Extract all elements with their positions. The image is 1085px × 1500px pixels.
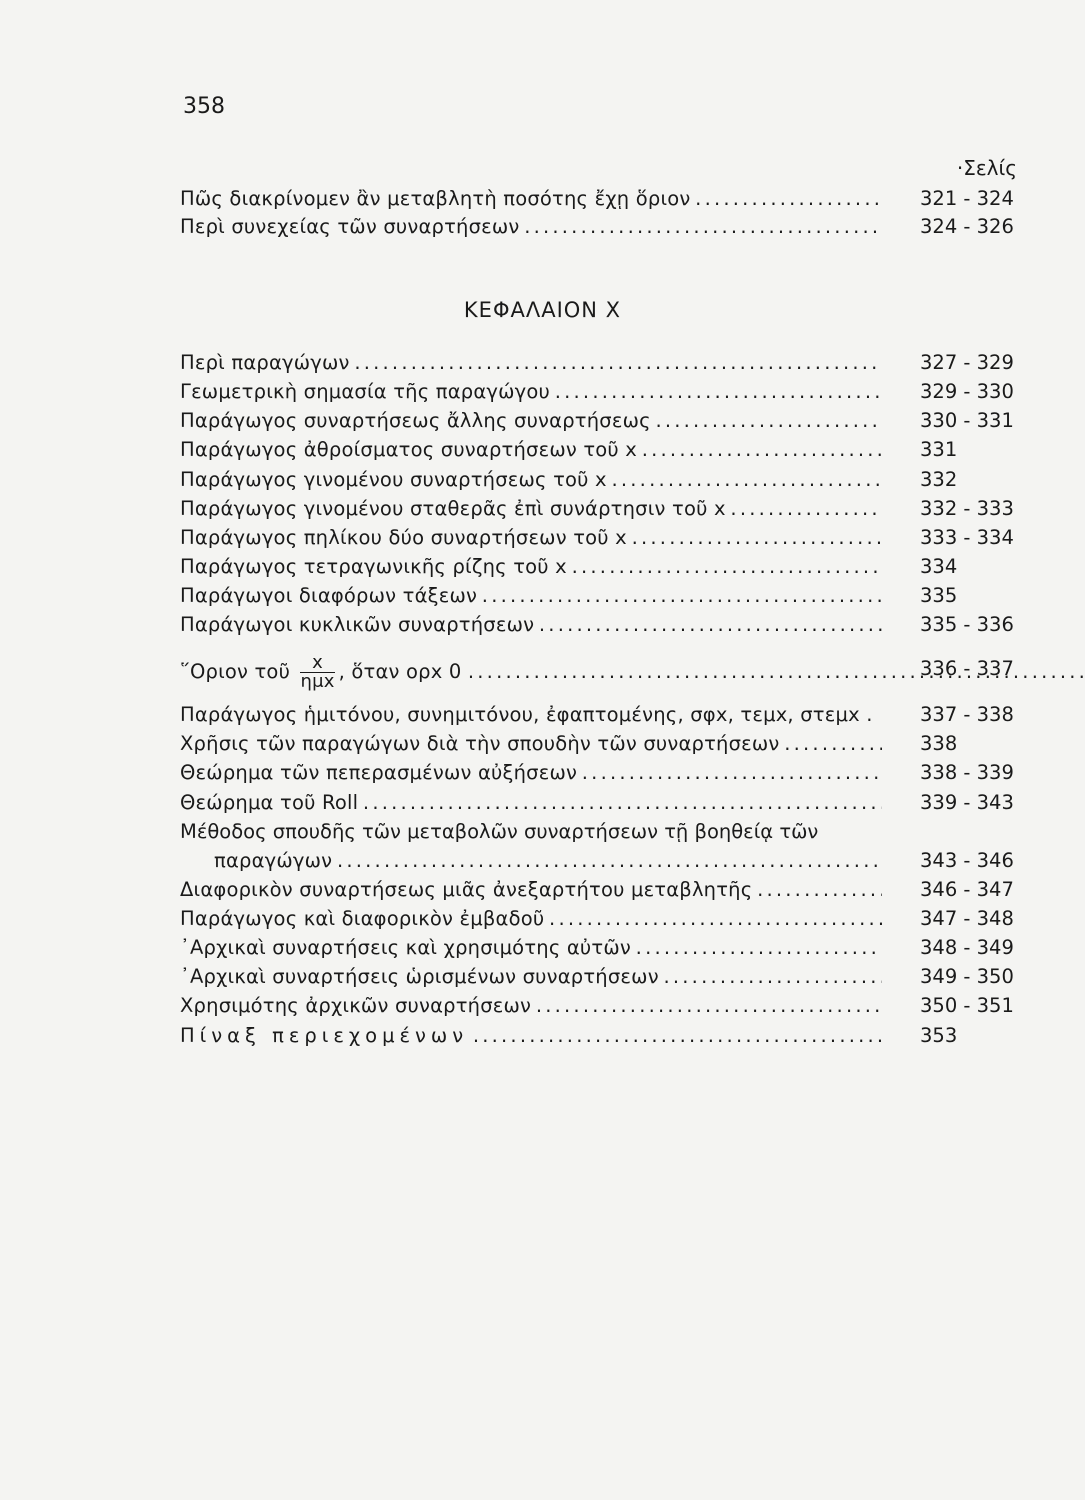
fraction (300, 654, 334, 691)
toc-entry: Πῶς διακρίνομεν ἂν μεταβλητὴ ποσότης ἔχῃ ὅριον . . . 321 - 324 (180, 184, 1018, 213)
toc-entry: Παράγωγος πηλίκου δύο συναρτήσεων τοῦ x . . . 333 - 334 (180, 523, 1018, 552)
column-header-page: ·Σελίς (956, 156, 1017, 180)
toc-entry: Παράγωγοι διαφόρων τάξεων . . . 335 (180, 581, 1018, 610)
toc-entry: Παράγωγος καὶ διαφορικὸν ἐμβαδοῦ . . . 347 - 348 (180, 904, 1018, 933)
toc-entry-line2: παραγώγων . . . 343 - 346 (180, 846, 1018, 875)
toc-entry: Παράγωγος τετραγωνικῆς ρίζης τοῦ x . . . 334 (180, 552, 1018, 581)
toc-entry: ᾿Αρχικαὶ συναρτήσεις καὶ χρησιμότης αὐτῶν . . . 348 - 349 (180, 933, 1018, 962)
toc-entry: Παράγωγος γινομένου σταθερᾶς ἐπὶ συνάρτησιν τοῦ x . . . 332 - 333 (180, 494, 1018, 523)
fraction-denominator: ημx (300, 671, 335, 692)
toc-entry: Διαφορικὸν συναρτήσεως μιᾶς ἀνεξαρτήτου μεταβλητῆς . . . 346 - 347 (180, 875, 1018, 904)
toc-entry: Γεωμετρικὴ σημασία τῆς παραγώγου . . . 329 - 330 (180, 377, 1018, 406)
toc-entry: Χρησιμότης ἀρχικῶν συναρτήσεων . . . 350 - 351 (180, 991, 1018, 1020)
toc-entry: Παράγωγοι κυκλικῶν συναρτήσεων . . . 335 - 336 (180, 610, 1018, 639)
toc-entry: Παράγωγος γινομένου συναρτήσεως τοῦ x . . . 332 (180, 465, 1018, 494)
limit-suffix: , ὅταν ορx 0 (338, 660, 462, 683)
toc-entry: Περὶ συνεχείας τῶν συναρτήσεων . . . 324 - 326 (180, 212, 1018, 241)
toc-entry: ᾿Αρχικαὶ συναρτήσεις ὡρισμένων συναρτήσεων . . . 349 - 350 (180, 962, 1018, 991)
toc-entry: Παράγωγος συναρτήσεως ἄλλης συναρτήσεως . . . 330 - 331 (180, 406, 1018, 435)
toc-entry-contents: Πίναξ περιεχομένων . . . 353 (180, 1021, 1018, 1050)
chapter-title: ΚΕΦΑΛΑΙΟΝ Χ (463, 298, 622, 322)
toc-entry-limit: ῞Οριον τοῦ $\frac{x}{\text{ημx}}$ , ὅταν ορx 0 . . . 336 - 337 (180, 654, 1018, 683)
fraction-numerator: x (300, 654, 334, 673)
page-number: 358 (183, 94, 225, 119)
toc-entry: Παράγωγος ἀθροίσματος συναρτήσεων τοῦ x . . . 331 (180, 435, 1018, 464)
toc-entry-line1: Μέθοδος σπουδῆς τῶν μεταβολῶν συναρτήσεων τῇ βοηθείᾳ τῶν (180, 820, 819, 843)
toc-entry: Παράγωγος ἡμιτόνου, συνημιτόνου, ἐφαπτομένης, σφx, τεμx, στεμx . 337 - 338 (180, 703, 1014, 726)
toc-entry: Χρῆσις τῶν παραγώγων διὰ τὴν σπουδὴν τῶν συναρτήσεων . . . 338 (180, 729, 1018, 758)
toc-entry: Θεώρημα τοῦ Roll . . . 339 - 343 (180, 788, 1018, 817)
toc-entry: Θεώρημα τῶν πεπερασμένων αὐξήσεων . . . 338 - 339 (180, 758, 1018, 787)
limit-prefix: ῞Οριον τοῦ (180, 660, 291, 683)
toc-entry: Περὶ παραγώγων . . . 327 - 329 (180, 348, 1018, 377)
